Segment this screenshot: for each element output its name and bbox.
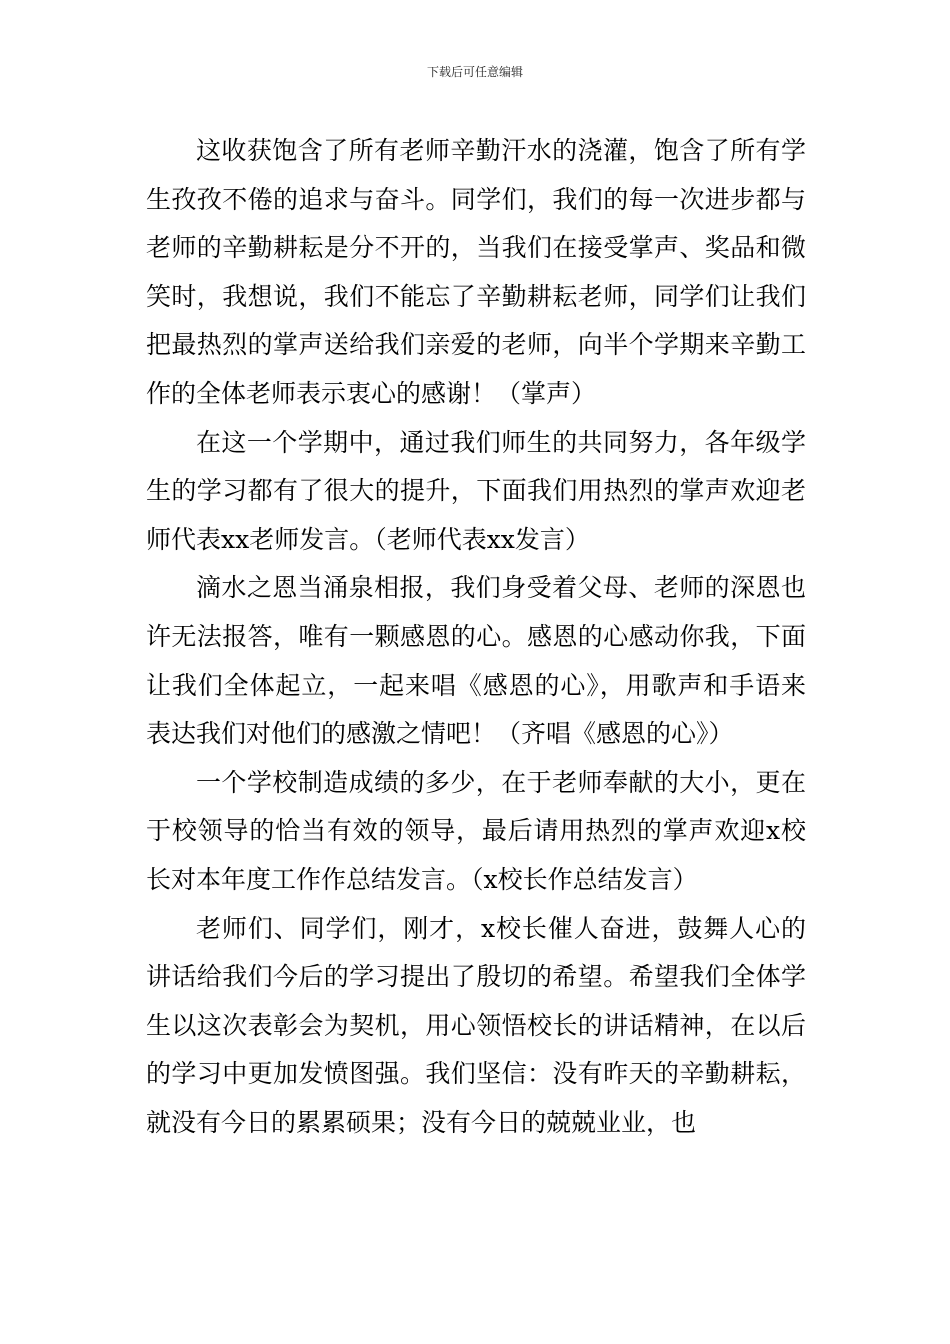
paragraph-principal-speech: 一个学校制造成绩的多少，在于老师奉献的大小，更在于校领导的恰当有效的领导，最后请用热烈的掌声欢迎x校长对本年度工作作总结发言。（x校长作总结发言）	[146, 767, 806, 894]
page-header: 下载后可任意编辑	[426, 65, 523, 79]
paragraph-teacher-thanks: 这收获饱含了所有老师辛勤汗水的浇灌，饱含了所有学生孜孜不倦的追求与奋斗。同学们，我们的每一次进步都与老师的辛勤耕耘是分不开的，当我们在接受掌声、奖品和微笑时，我想说，我们不能忘了辛勤耕耘老师，同学们让我们把最热烈的掌声送给我们亲爱的老师，向半个学期来辛勤工作的全体老师表示衷心的感谢！（掌声）	[146, 136, 806, 408]
document-body	[146, 127, 806, 1147]
paragraph-closing-hopes: 老师们、同学们，刚才，x校长催人奋进，鼓舞人心的讲话给我们今后的学习提出了殷切的希望。希望我们全体学生以这次表彰会为契机，用心领悟校长的讲话精神，在以后的学习中更加发愤图强。我们坚信：没有昨天的辛勤耕耘，就没有今日的累累硕果；没有今日的兢兢业业，也	[146, 913, 806, 1137]
paragraph-gratitude-song: 滴水之恩当涌泉相报，我们身受着父母、老师的深恩也许无法报答，唯有一颗感恩的心。感恩的心感动你我，下面让我们全体起立，一起来唱《感恩的心》，用歌声和手语来表达我们对他们的感激之情吧！（齐唱《感恩的心》）	[146, 573, 806, 749]
paragraph-teacher-speech: 在这一个学期中，通过我们师生的共同努力，各年级学生的学习都有了很大的提升，下面我们用热烈的掌声欢迎老师代表xx老师发言。（老师代表xx发言）	[146, 427, 806, 554]
